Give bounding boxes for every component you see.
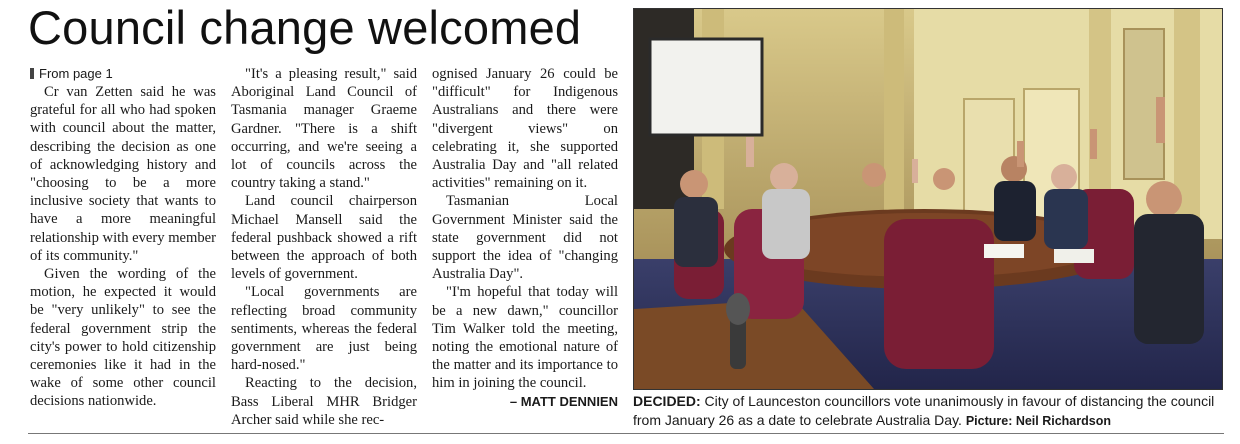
bottom-rule (28, 433, 1224, 434)
paragraph: ognised January 26 could be "difficult" for Indigenous Australians and there were "divergent views" on celebrating it, she supported Australia Day and "all related activities" remaining on it. (432, 66, 618, 192)
article-column-2 (231, 65, 417, 429)
paragraph: Given the wording of the motion, he expected it would be "very unlikely" to see the federal government strip the city's power to hold citizenship ceremonies like it had in the wake of some other council decisions nationwide. (30, 266, 216, 410)
paragraph: "I'm hopeful that today will be a new dawn," councillor Tim Walker told the meeting, noting the emotional nature of the matter and its importance to him in joining the council. (432, 284, 618, 392)
caption-lead: DECIDED: (633, 393, 701, 409)
photo-credit: Picture: Neil Richardson (965, 413, 1111, 428)
paragraph: Reacting to the decision, Bass Liberal MHR Bridger Archer said while she rec- (231, 375, 417, 428)
photo-illustration (634, 9, 1222, 389)
continued-from-label (30, 65, 216, 83)
photo-caption (633, 392, 1223, 430)
marker-bar-icon (30, 68, 34, 79)
byline: – MATT DENNIEN (509, 393, 618, 409)
headline: Council change welcomed (28, 1, 582, 54)
paragraph: Cr van Zetten said he was grateful for all who had spoken with council about the matter, describing the decision as one of acknowledging history and "choosing to be a more inclusive society that wants to have a more meaningful relationship with every member of its community." (30, 84, 217, 264)
from-page-text: From page 1 (39, 66, 113, 81)
paragraph: "It's a pleasing result," said Aboriginal Land Council of Tasmania manager Graeme Gardner. "There is a shift occurring, and we're seeing a lot of councils across the country taking a stand." (231, 66, 417, 192)
paragraph: Land council chairperson Michael Mansell said the federal pushback showed a rift between the approach of both levels of government. (231, 193, 417, 283)
paragraph: Tasmanian Local Government Minister said the state government did not support the idea of "changing Australia Day". (432, 193, 618, 283)
paragraph: "Local governments are reflecting broad community sentiments, whereas the federal government are just being hard-nosed." (231, 284, 417, 374)
article-column-1 (30, 65, 216, 411)
council-chamber-vote-photo (633, 8, 1223, 390)
article-column-3 (432, 65, 618, 411)
caption-text: City of Launceston councillors vote unanimously in favour of distancing the council from January 26 as a date to celebrate Australia Day. (633, 393, 1215, 428)
